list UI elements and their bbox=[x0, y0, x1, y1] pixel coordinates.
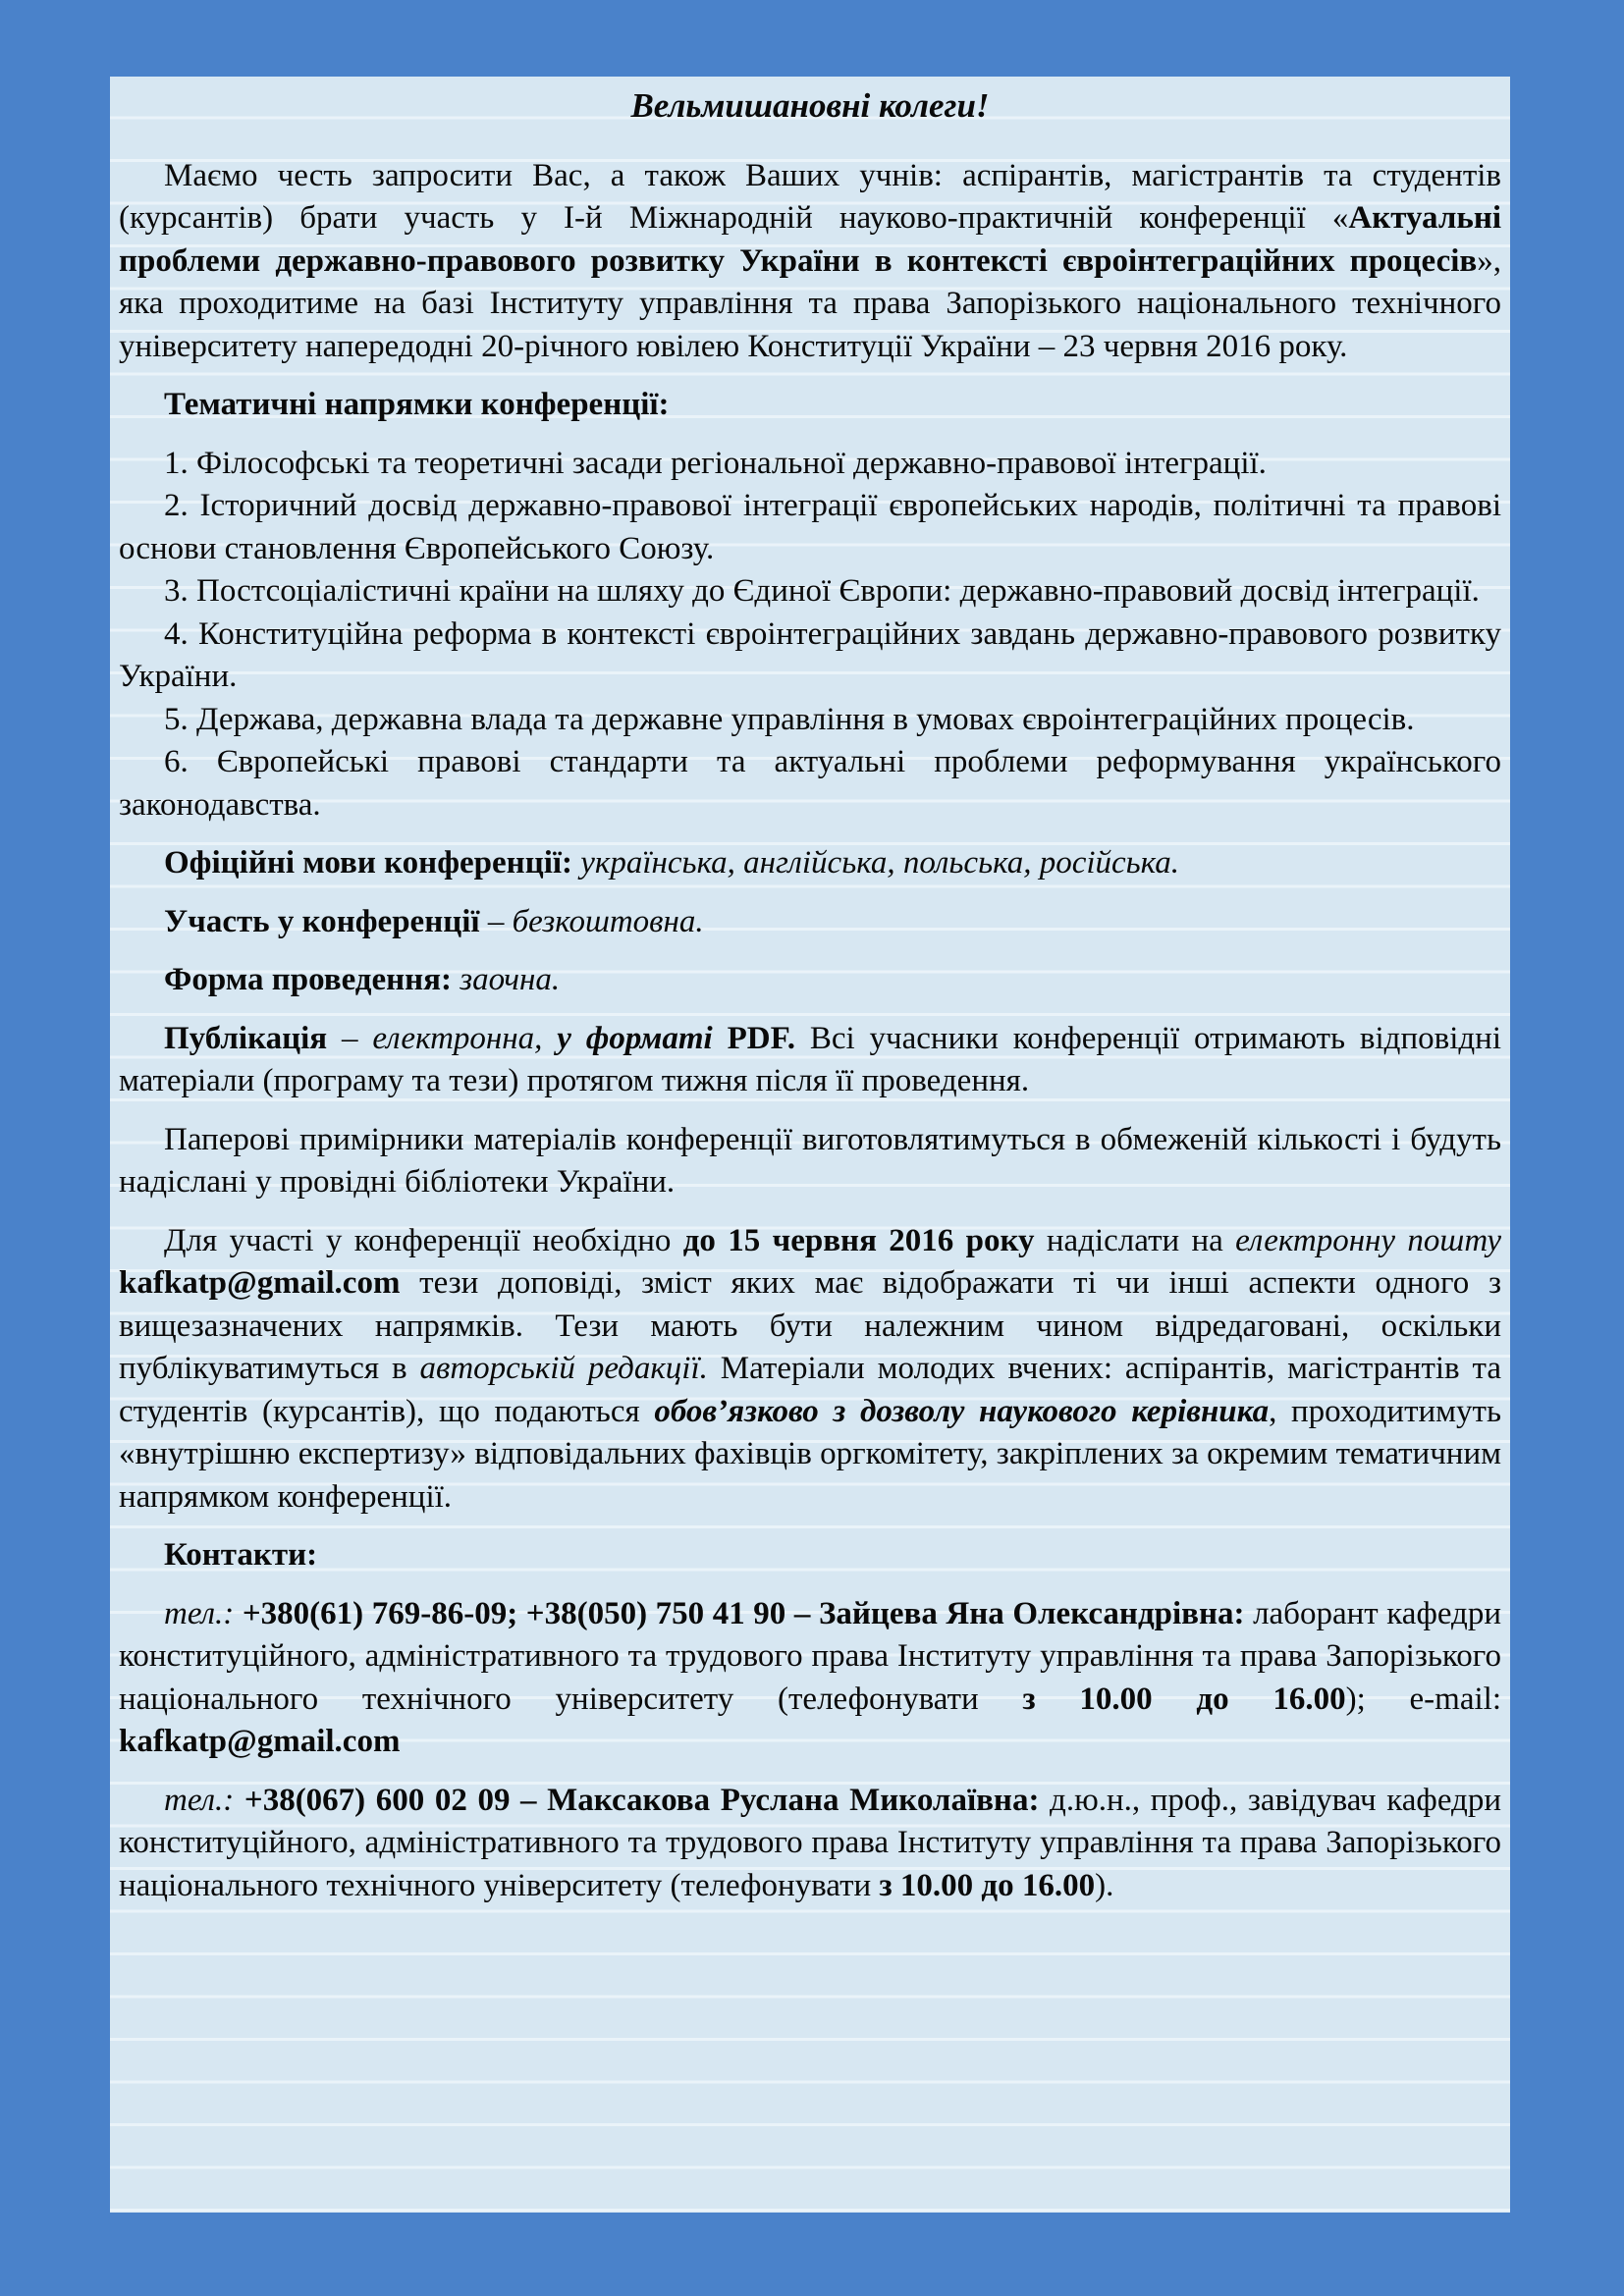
intro-text-continued: », яка проходитиме на базі Інституту управління та права Запорізького національного технічного університету напередодні 20-річного ювілею Конституції України – 23 червня 2016 року. bbox=[119, 242, 1501, 364]
format-line bbox=[119, 959, 1501, 1002]
submission-text-1: Для участі у конференції необхідно bbox=[164, 1222, 683, 1258]
publication-details: Всі учасники конференції отримають відповідні матеріали (програму та тези) протягом тижня після її проведення. bbox=[119, 1020, 1502, 1098]
submission-paragraph bbox=[119, 1220, 1501, 1520]
topic-item-4: 4. Конституційна реформа в контексті євроінтеграційних завдань державно-правового розвитку України. bbox=[119, 615, 1501, 694]
publication-pdf: PDF. bbox=[727, 1020, 810, 1056]
contact-2-tel-label: тел.: bbox=[164, 1782, 244, 1818]
contact-2-paragraph bbox=[119, 1780, 1501, 1908]
intro-text: Маємо честь запросити Вас, а також Ваших учнів: аспірантів, магістрантів та студентів (курсантів) брати участь у І-й Міжнародній науково-практичній конференції « bbox=[119, 157, 1501, 236]
paper-copies-paragraph: Паперові примірники матеріалів конференції виготовлятимуться в обмеженій кількості і будуть надіслані у провідні бібліотеки України. bbox=[119, 1121, 1501, 1200]
conference-name: Актуальні проблеми державно-правового розвитку України в контексті євроінтеграційних процесів bbox=[119, 200, 1501, 279]
publication-label: Публікація bbox=[164, 1020, 343, 1056]
topic-item-1: 1. Філософські та теоретичні засади регіональної державно-правової інтеграції. bbox=[164, 445, 1267, 481]
publication-format-label: у форматі bbox=[557, 1020, 728, 1056]
languages-label: Офіційні мови конференції: bbox=[164, 845, 581, 881]
publication-type: електронна, bbox=[372, 1020, 558, 1056]
contact-2-position: д.ю.н., проф., завідувач кафедри конституційного, адміністративного та трудового права Інституту управління та права Запорізького національного технічного університету (телефонувати bbox=[119, 1782, 1501, 1903]
contact-1-email-label: ); e-mail: bbox=[1345, 1681, 1501, 1717]
topic-item-3: 3. Постсоціалістичні країни на шляху до Єдиної Європи: державно-правовий досвід інтеграції. bbox=[164, 573, 1480, 609]
submission-supervisor-permission: обов’язково з дозволу наукового керівника bbox=[654, 1393, 1270, 1429]
submission-email-label: електронну пошту bbox=[1235, 1222, 1501, 1258]
contact-1-paragraph bbox=[119, 1593, 1501, 1764]
intro-paragraph bbox=[119, 155, 1501, 369]
invitation-page bbox=[110, 77, 1510, 2213]
topics-heading: Тематичні напрямки конференції: bbox=[164, 387, 670, 422]
page-title: Вельмишановні колеги! bbox=[630, 86, 990, 125]
format-value: заочна. bbox=[460, 962, 561, 997]
submission-author-edition: авторській редакції. bbox=[419, 1351, 721, 1386]
contact-1-phones-name: +380(61) 769-86-09; +38(050) 750 41 90 – Зайцева Яна Олександрівна: bbox=[242, 1595, 1254, 1631]
contacts-heading: Контакти: bbox=[164, 1537, 318, 1573]
contact-1-position: лаборант кафедри конституційного, адміністративного та трудового права Інституту управління та права Запорізького національного технічного університету (телефонувати bbox=[119, 1595, 1501, 1717]
submission-text-3: тези доповіді, зміст яких має відображати ті чи інші аспекти одного з вищезазначених напрямків. Тези мають бути належним чином відредаговані, оскільки публікуватимуться в bbox=[119, 1265, 1501, 1386]
submission-text-4: Матеріали молодих вчених: аспірантів, магістрантів та студентів (курсантів), що подаються bbox=[119, 1351, 1501, 1429]
submission-text-2: надіслати на bbox=[1046, 1222, 1236, 1258]
participation-label: Участь у конференції bbox=[164, 903, 488, 939]
contact-2-hours: з 10.00 до 16.00 bbox=[879, 1867, 1096, 1903]
format-label: Форма проведення: bbox=[164, 962, 460, 997]
topic-item-5: 5. Держава, державна влада та державне управління в умовах євроінтеграційних процесів. bbox=[164, 701, 1415, 737]
topic-item-6: 6. Європейські правові стандарти та актуальні проблеми реформування українського законодавства. bbox=[119, 744, 1501, 823]
languages-line bbox=[119, 842, 1501, 885]
participation-value: – безкоштовна. bbox=[487, 903, 704, 939]
publication-paragraph bbox=[119, 1018, 1501, 1103]
contact-1-email: kafkatp@gmail.com bbox=[119, 1724, 401, 1759]
publication-dash: – bbox=[342, 1020, 373, 1056]
submission-text-5: , проходитимуть «внутрішню експертизу» відповідальних фахівців оргкомітету, закріплених за окремим тематичним напрямком конференції. bbox=[119, 1393, 1501, 1515]
contact-1-tel-label: тел.: bbox=[164, 1595, 243, 1631]
submission-email: kafkatp@gmail.com bbox=[119, 1265, 420, 1301]
topic-item-2: 2. Історичний досвід державно-правової інтеграції європейських народів, політичні та правові основи становлення Європейського Союзу. bbox=[119, 488, 1501, 566]
contact-2-phone-name: +38(067) 600 02 09 – Максакова Руслана Миколаївна: bbox=[244, 1782, 1051, 1818]
submission-deadline: до 15 червня 2016 року bbox=[682, 1222, 1047, 1258]
participation-line bbox=[119, 901, 1501, 944]
languages-value: українська, англійська, польська, російська. bbox=[580, 845, 1180, 881]
contact-1-hours: з 10.00 до 16.00 bbox=[1022, 1681, 1346, 1717]
contact-2-closing: ). bbox=[1095, 1867, 1114, 1903]
